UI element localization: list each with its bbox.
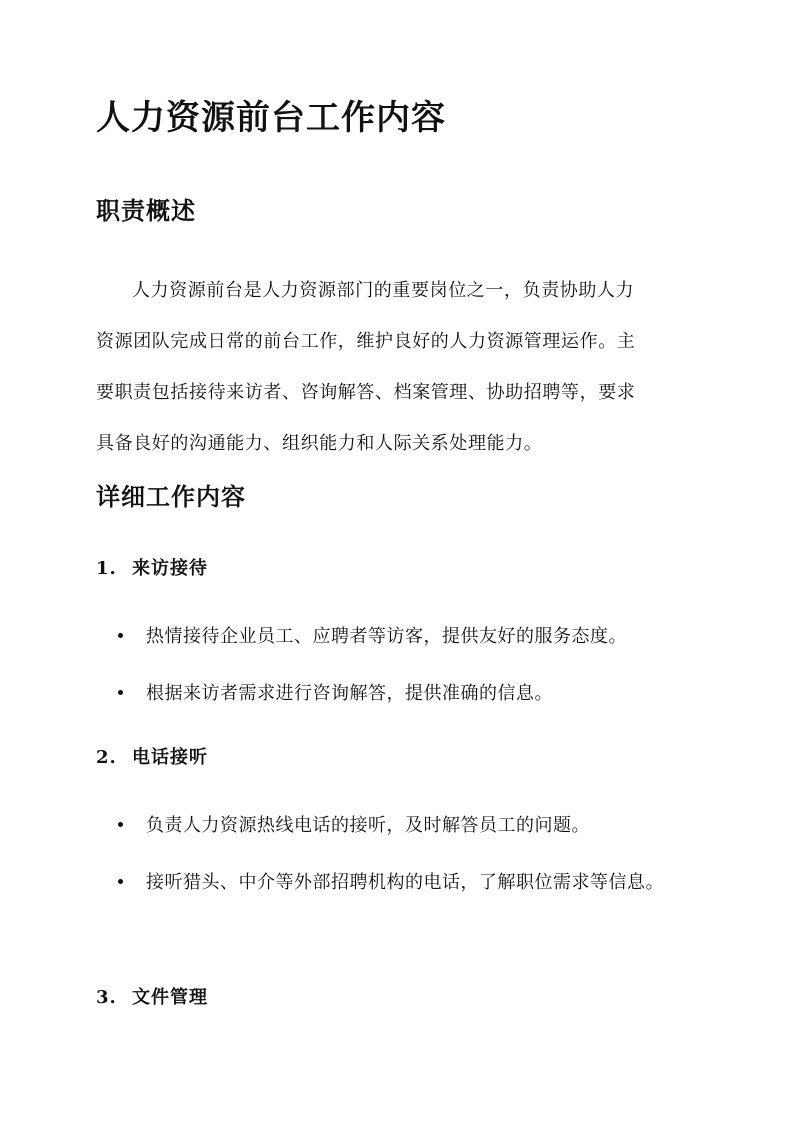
bullet-icon bbox=[118, 690, 123, 695]
subsection-title: 文件管理 bbox=[132, 987, 208, 1008]
bullet-icon bbox=[118, 633, 123, 638]
subsection-heading-visitor-reception bbox=[96, 556, 208, 582]
subsection-number: 3. bbox=[96, 987, 117, 1008]
list-item bbox=[118, 857, 708, 908]
document-title: 人力资源前台工作内容 bbox=[96, 98, 446, 138]
subsection-heading-phone-answering bbox=[96, 745, 208, 771]
subsection-number: 2. bbox=[96, 747, 117, 768]
subsection-title: 来访接待 bbox=[132, 558, 208, 579]
list-item-text: 接听猎头、中介等外部招聘机构的电话，了解职位需求等信息。 bbox=[146, 872, 664, 893]
paragraph-line: 人力资源前台是人力资源部门的重要岗位之一，负责协助人力 bbox=[132, 280, 635, 301]
overview-paragraph bbox=[96, 265, 708, 469]
section-heading-details: 详细工作内容 bbox=[96, 482, 246, 511]
section-heading-overview: 职责概述 bbox=[96, 196, 196, 225]
paragraph-line: 资源团队完成日常的前台工作，维护良好的人力资源管理运作。主 bbox=[96, 331, 636, 352]
paragraph-line: 要职责包括接待来访者、咨询解答、档案管理、协助招聘等，要求 bbox=[96, 382, 636, 403]
bullet-icon bbox=[118, 822, 123, 827]
list-item-text: 热情接待企业员工、应聘者等访客，提供友好的服务态度。 bbox=[146, 626, 627, 647]
paragraph-line: 具备良好的沟通能力、组织能力和人际关系处理能力。 bbox=[96, 433, 543, 454]
subsection-number: 1. bbox=[96, 558, 117, 579]
subsection-heading-file-management bbox=[96, 985, 208, 1011]
bullet-icon bbox=[118, 879, 123, 884]
list-item-text: 负责人力资源热线电话的接听，及时解答员工的问题。 bbox=[146, 815, 590, 836]
list-item-text: 根据来访者需求进行咨询解答，提供准确的信息。 bbox=[146, 683, 553, 704]
list-item bbox=[118, 800, 708, 851]
list-item bbox=[118, 668, 708, 719]
subsection-title: 电话接听 bbox=[132, 747, 208, 768]
list-item bbox=[118, 611, 708, 662]
